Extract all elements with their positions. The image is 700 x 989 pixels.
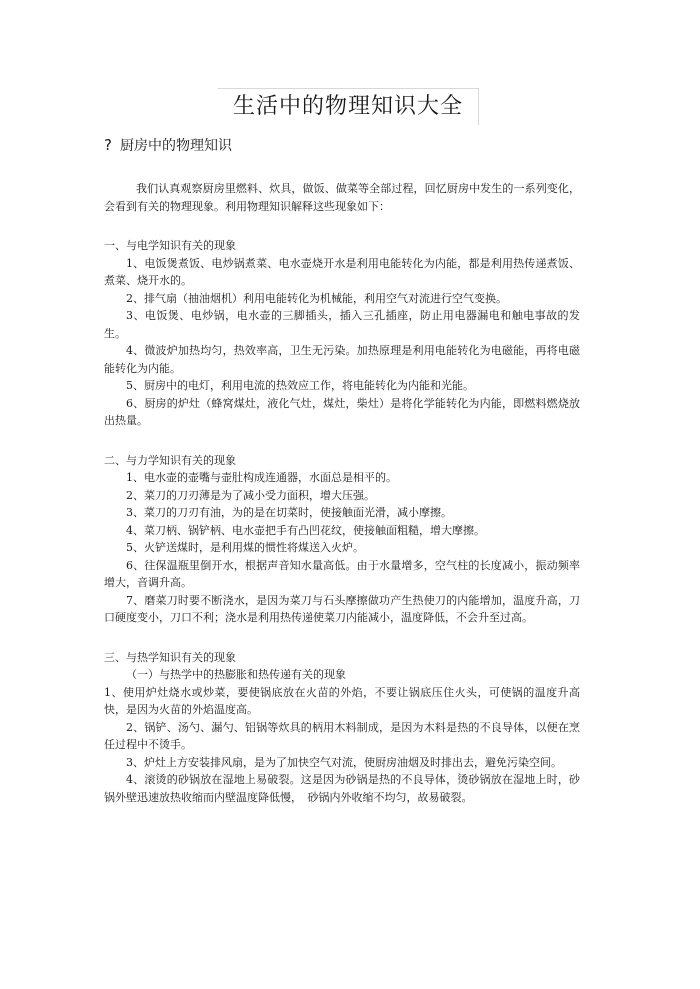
list-item: 5、厨房中的电灯，利用电流的热效应工作，将电能转化为内能和光能。 xyxy=(126,379,474,392)
list-item: 1、使用炉灶烧水或炒菜，要使锅底放在火苗的外焰，不要让锅底压住火头，可使锅的温度升高快，是因为火苗的外焰温度高。 xyxy=(104,685,580,716)
document-body xyxy=(104,180,580,806)
page-title: 生活中的物理知识大全 xyxy=(232,94,463,119)
list-item: 1、电水壶的壶嘴与壶肚构成连通器，水面总是相平的。 xyxy=(126,471,397,484)
section-subheading: （一）与热学中的热膨胀和热传递有关的现象 xyxy=(126,668,346,681)
list-item: 4、滚烫的砂锅放在湿地上易破裂。这是因为砂锅是热的不良导体，烫砂锅放在湿地上时，砂锅外壁迅速放热收缩而内壁温度降低慢， 砂锅内外收缩不均匀，故易破裂。 xyxy=(104,773,580,804)
list-item: 3、炉灶上方安装排风扇，是为了加快空气对流，使厨房油烟及时排出去，避免污染空间。 xyxy=(126,755,562,769)
list-item: 3、菜刀的刀刃有油，为的是在切菜时，使接触面光滑，减小摩擦。 xyxy=(126,506,452,519)
list-item: 2、排气扇（抽油烟机）利用电能转化为机械能，利用空气对流进行空气变换。 xyxy=(126,291,507,305)
list-item: 6、厨房的炉灶（蜂窝煤灶，液化气灶，煤灶，柴灶）是将化学能转化为内能，即燃料燃烧放出热量。 xyxy=(104,396,580,427)
list-item: 3、电饭煲、电炒锅，电水壶的三脚插头，插入三孔插座，防止用电器漏电和触电事故的发生。 xyxy=(104,309,580,340)
intro-paragraph: 我们认真观察厨房里燃料、炊具，做饭、做菜等全部过程，回忆厨房中发生的一系列变化，会看到有关的物理现象。利用物理知识解释这些现象如下： xyxy=(104,182,580,213)
list-item: 4、微波炉加热均匀，热效率高，卫生无污染。加热原理是利用电能转化为电磁能，再将电磁能转化为内能。 xyxy=(104,344,580,375)
list-item: 6、往保温瓶里倒开水，根据声音知水量高低。由于水量增多，空气柱的长度减小，振动频率增大，音调升高。 xyxy=(104,558,580,589)
list-item: 2、锅铲、汤勺、漏勺、铝锅等炊具的柄用木料制成，是因为木料是热的不良导体，以便在烹任过程中不烫手。 xyxy=(104,720,580,751)
section-heading-mechanics: 二、与力学知识有关的现象 xyxy=(104,453,236,467)
list-item: 5、火铲送煤时，是利用煤的惯性将煤送入火炉。 xyxy=(126,541,364,554)
section-heading-thermal: 三、与热学知识有关的现象 xyxy=(104,650,236,664)
bullet-marker: ? xyxy=(104,136,112,154)
list-item: 4、菜刀柄、锅铲柄、电水壶把手有凸凹花纹，使接触面粗糙，增大摩擦。 xyxy=(126,523,485,537)
title-box xyxy=(218,88,479,125)
subtitle-text: 厨房中的物理知识 xyxy=(119,138,232,154)
list-item: 7、磨菜刀时要不断浇水，是因为菜刀与石头摩擦做功产生热使刀的内能增加，温度升高，刀口硬度变小，刀口不利；浇水是利用热传递使菜刀内能减小，温度降低，不会升至过高。 xyxy=(104,593,580,624)
section-subtitle xyxy=(104,136,232,155)
list-item: 1、电饭煲煮饭、电炒锅煮菜、电水壶烧开水是利用电能转化为内能，都是利用热传递煮饭、煮菜、烧开水的。 xyxy=(104,256,580,287)
list-item: 2、菜刀的刀刃薄是为了减小受力面积，增大压强。 xyxy=(126,488,375,502)
section-heading-electric: 一、与电学知识有关的现象 xyxy=(104,239,236,252)
